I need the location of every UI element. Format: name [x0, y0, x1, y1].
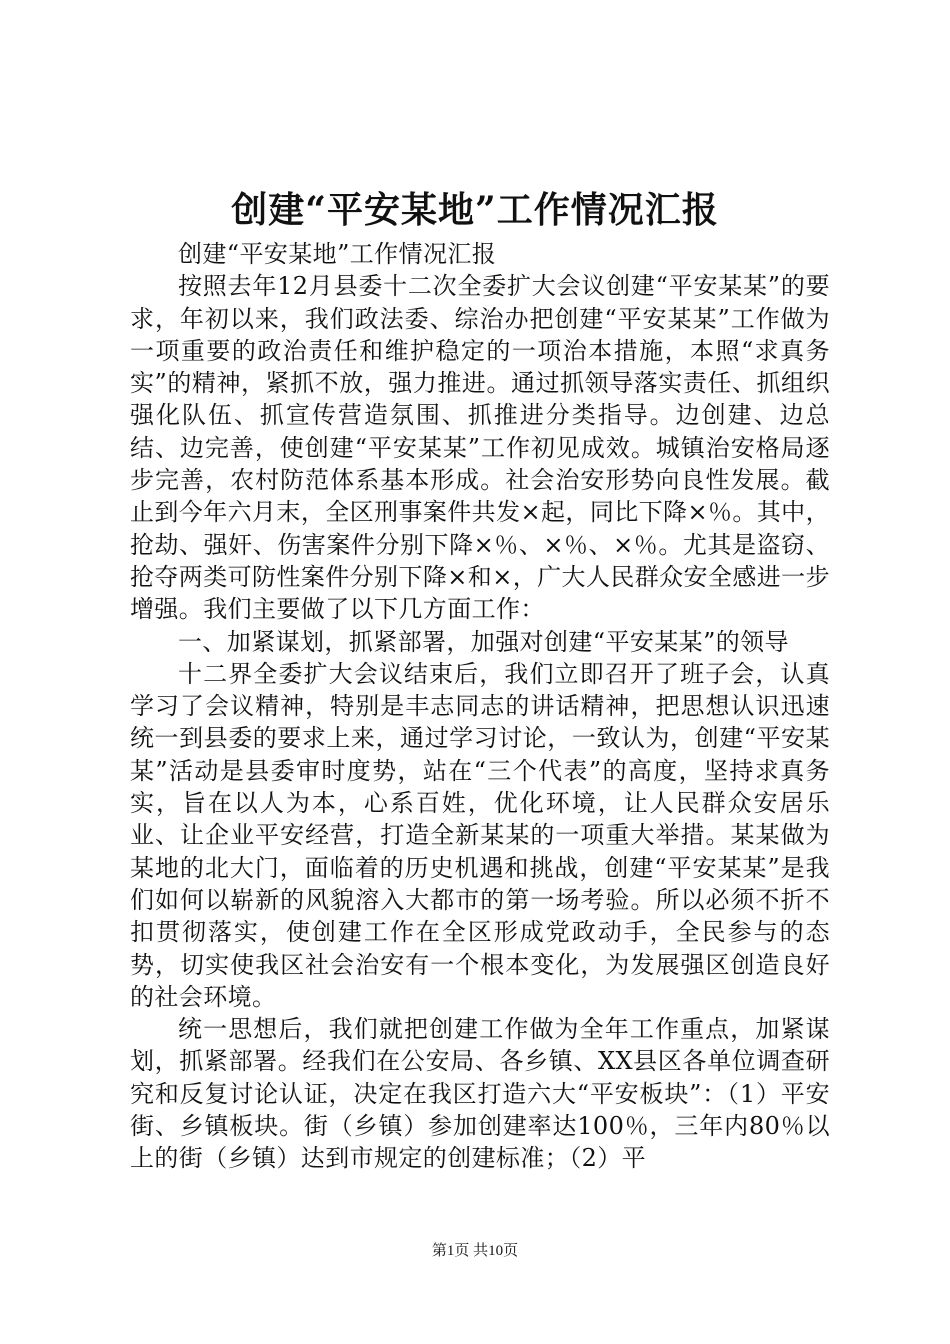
- page-footer: 第1页 共10页: [431, 1243, 519, 1259]
- body-paragraph-intro: 按照去年12月县委十二次全委扩大会议创建“平安某某”的要求，年初以来，我们政法委、综治办把创建“平安某某”工作做为一项重要的政治责任和维护稳定的一项治本措施，本照“求真务实”的精神，紧抓不放，强力推进。通过抓领导落实责任、抓组织强化队伍、抓宣传营造氛围、抓推进分类指导。边创建、边总结、边完善，使创建“平安某某”工作初见成效。城镇治安格局逐步完善，农村防范体系基本形成。社会治安形势向良性发展。截止到今年六月末，全区刑事案件共发×起，同比下降×％。其中，抢劫、强奸、伤害案件分别下降×％、×％、×％。尤其是盗窃、抢夺两类可防性案件分别下降×和×，广大人民群众安全感进一步增强。我们主要做了以下几方面工作：: [130, 272, 830, 624]
- body-paragraph-subtitle: 创建“平安某地”工作情况汇报: [178, 240, 497, 268]
- body-paragraph: 十二界全委扩大会议结束后，我们立即召开了班子会，认真学习了会议精神，特别是丰志同志的讲话精神，把思想认识迅速统一到县委的要求上来，通过学习讨论，一致认为，创建“平安某某”活动是县委审时度势，站在“三个代表”的高度，坚持求真务实，旨在以人为本，心系百姓，优化环境，让人民群众安居乐业、让企业平安经营，打造全新某某的一项重大举措。某某做为某地的北大门，面临着的历史机遇和挑战，创建“平安某某”是我们如何以崭新的风貌溶入大都市的第一场考验。所以必须不折不扣贯彻落实，使创建工作在全区形成党政动手，全民参与的态势，切实使我区社会治安有一个根本变化，为发展强区创造良好的社会环境。: [130, 659, 830, 1011]
- body-paragraph: 统一思想后，我们就把创建工作做为全年工作重点，加紧谋划，抓紧部署。经我们在公安局、各乡镇、XX县区各单位调查研究和反复讨论认证，决定在我区打造六大“平安板块”：（1）平安街、乡镇板块。街（乡镇）参加创建率达100％，三年内80％以上的街（乡镇）达到市规定的创建标准；（2）平: [130, 1015, 830, 1173]
- section-heading: 一、加紧谋划，抓紧部署，加强对创建“平安某某”的领导: [178, 627, 789, 656]
- document-title: 创建“平安某地”工作情况汇报: [231, 189, 719, 231]
- document-body: [130, 238, 830, 1175]
